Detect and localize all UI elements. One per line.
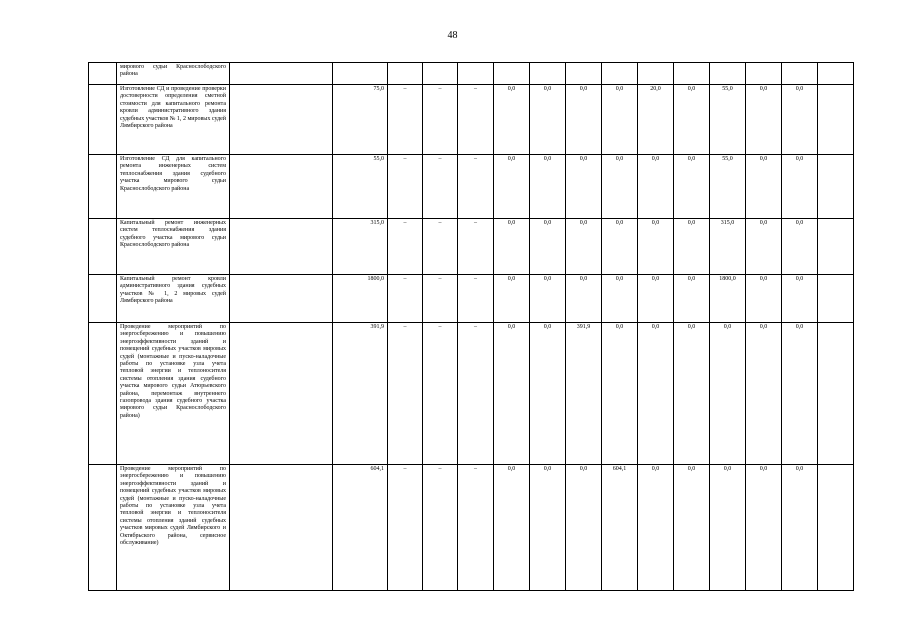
value-cell: – bbox=[458, 465, 494, 591]
empty-cell bbox=[89, 155, 117, 219]
value-cell bbox=[818, 275, 854, 323]
value-cell: 0,0 bbox=[674, 323, 710, 465]
row-description: Проведение мероприятий по энергосбережению и повышению энергоэффективности зданий и помещений судебных участков мировых судей (монтажные и пуско-наладочные работы по установке узла учета тепловой энергии и теплоносителя системы отопления здания судебного участка мирового судьи Атюрьевского района, перемонтаж внутреннего газопровода здания судебного участка мирового судьи Краснослободского района) bbox=[117, 323, 230, 465]
value-cell: – bbox=[423, 219, 458, 275]
value-cell: – bbox=[423, 85, 458, 155]
value-cell: 0,0 bbox=[530, 465, 566, 591]
value-cell: – bbox=[458, 323, 494, 465]
value-cell: – bbox=[423, 275, 458, 323]
empty-cell bbox=[89, 63, 117, 85]
row-description: Капитальный ремонт инженерных систем теплоснабжения здания судебного участка мирового судьи Краснослободского района bbox=[117, 219, 230, 275]
empty-cell bbox=[230, 85, 333, 155]
value-cell bbox=[818, 219, 854, 275]
value-cell: 0,0 bbox=[566, 219, 602, 275]
empty-cell bbox=[89, 465, 117, 591]
value-cell: 0,0 bbox=[602, 219, 638, 275]
value-cell: – bbox=[388, 323, 423, 465]
empty-cell bbox=[230, 275, 333, 323]
value-cell: 0,0 bbox=[602, 155, 638, 219]
table-row bbox=[89, 465, 854, 591]
table-row bbox=[89, 85, 854, 155]
value-cell: – bbox=[423, 465, 458, 591]
table-row bbox=[89, 155, 854, 219]
value-cell bbox=[674, 63, 710, 85]
value-cell: 0,0 bbox=[746, 219, 782, 275]
value-cell: 0,0 bbox=[746, 85, 782, 155]
value-cell: 0,0 bbox=[494, 85, 530, 155]
value-cell: 0,0 bbox=[530, 85, 566, 155]
value-cell: 0,0 bbox=[494, 465, 530, 591]
value-cell: – bbox=[388, 219, 423, 275]
empty-cell bbox=[89, 219, 117, 275]
value-cell: 55,0 bbox=[710, 85, 746, 155]
value-cell: 0,0 bbox=[782, 465, 818, 591]
empty-cell bbox=[230, 155, 333, 219]
value-cell bbox=[818, 465, 854, 591]
row-total-value: 391,9 bbox=[333, 323, 388, 465]
row-total-value: 55,0 bbox=[333, 155, 388, 219]
value-cell: 0,0 bbox=[674, 155, 710, 219]
empty-cell bbox=[89, 85, 117, 155]
row-total-value: 1800,0 bbox=[333, 275, 388, 323]
value-cell: 0,0 bbox=[566, 155, 602, 219]
value-cell: – bbox=[458, 275, 494, 323]
row-description: Капитальный ремонт кровли административного здания судебных участков № 1, 2 мировых судей Лямбирского района bbox=[117, 275, 230, 323]
value-cell: 55,0 bbox=[710, 155, 746, 219]
value-cell bbox=[818, 323, 854, 465]
empty-cell bbox=[89, 323, 117, 465]
value-cell: 0,0 bbox=[602, 323, 638, 465]
value-cell bbox=[638, 63, 674, 85]
value-cell bbox=[566, 63, 602, 85]
empty-cell bbox=[230, 323, 333, 465]
value-cell: 0,0 bbox=[782, 85, 818, 155]
value-cell: 0,0 bbox=[494, 219, 530, 275]
empty-cell bbox=[230, 465, 333, 591]
value-cell bbox=[746, 63, 782, 85]
value-cell: – bbox=[423, 323, 458, 465]
table-body bbox=[89, 63, 854, 591]
value-cell: 0,0 bbox=[746, 465, 782, 591]
empty-cell bbox=[230, 63, 333, 85]
value-cell: 0,0 bbox=[530, 323, 566, 465]
value-cell: 0,0 bbox=[710, 465, 746, 591]
value-cell: – bbox=[458, 155, 494, 219]
value-cell bbox=[818, 85, 854, 155]
value-cell: 0,0 bbox=[638, 155, 674, 219]
value-cell bbox=[530, 63, 566, 85]
row-total-value bbox=[333, 63, 388, 85]
value-cell: – bbox=[388, 275, 423, 323]
value-cell bbox=[602, 63, 638, 85]
value-cell: 0,0 bbox=[746, 155, 782, 219]
value-cell: 0,0 bbox=[566, 85, 602, 155]
value-cell: 0,0 bbox=[674, 219, 710, 275]
value-cell: 1800,0 bbox=[710, 275, 746, 323]
value-cell: 0,0 bbox=[782, 155, 818, 219]
value-cell bbox=[494, 63, 530, 85]
value-cell: 0,0 bbox=[746, 323, 782, 465]
value-cell: – bbox=[388, 155, 423, 219]
value-cell: 315,0 bbox=[710, 219, 746, 275]
value-cell bbox=[818, 63, 854, 85]
value-cell: – bbox=[423, 155, 458, 219]
value-cell: 0,0 bbox=[566, 275, 602, 323]
value-cell: 604,1 bbox=[602, 465, 638, 591]
value-cell: 0,0 bbox=[638, 219, 674, 275]
table-row bbox=[89, 275, 854, 323]
value-cell: 0,0 bbox=[782, 219, 818, 275]
value-cell: – bbox=[458, 85, 494, 155]
value-cell: – bbox=[458, 219, 494, 275]
value-cell: 0,0 bbox=[530, 155, 566, 219]
value-cell: 0,0 bbox=[530, 275, 566, 323]
value-cell: 0,0 bbox=[638, 323, 674, 465]
row-total-value: 75,0 bbox=[333, 85, 388, 155]
value-cell: 20,0 bbox=[638, 85, 674, 155]
value-cell: 0,0 bbox=[494, 323, 530, 465]
value-cell: – bbox=[388, 85, 423, 155]
value-cell: 0,0 bbox=[674, 465, 710, 591]
value-cell: 391,9 bbox=[566, 323, 602, 465]
empty-cell bbox=[230, 219, 333, 275]
value-cell bbox=[818, 155, 854, 219]
budget-table bbox=[88, 62, 854, 591]
row-total-value: 604,1 bbox=[333, 465, 388, 591]
page-number: 48 bbox=[447, 30, 458, 41]
value-cell: 0,0 bbox=[638, 275, 674, 323]
value-cell: 0,0 bbox=[782, 275, 818, 323]
value-cell: 0,0 bbox=[746, 275, 782, 323]
value-cell: 0,0 bbox=[602, 275, 638, 323]
value-cell bbox=[782, 63, 818, 85]
value-cell: 0,0 bbox=[530, 219, 566, 275]
row-description: мирового судьи Краснослободского района bbox=[117, 63, 230, 85]
table-row bbox=[89, 219, 854, 275]
row-total-value: 315,0 bbox=[333, 219, 388, 275]
row-description: Изготовление СД и проведение проверки достоверности определения сметной стоимости для капитального ремонта кровли административного здания судебных участков № 1, 2 мировых судей Лямбирского района bbox=[117, 85, 230, 155]
value-cell: – bbox=[388, 465, 423, 591]
row-description: Изготовление СД для капитального ремонта инженерных систем теплоснабжения здания судебного участка мирового судьи Краснослободского района bbox=[117, 155, 230, 219]
row-description: Проведение мероприятий по энергосбережению и повышению энергоэффективности зданий и помещений судебных участков мировых судей (монтажные и пуско-наладочные работы по установке узла учета тепловой энергии и теплоносителя системы отопления зданий судебных участков мировых судей Лямбирского и Октябрьского района, сервисное обслуживание) bbox=[117, 465, 230, 591]
empty-cell bbox=[89, 275, 117, 323]
value-cell: 0,0 bbox=[494, 275, 530, 323]
value-cell: 0,0 bbox=[674, 85, 710, 155]
value-cell bbox=[423, 63, 458, 85]
table-row bbox=[89, 63, 854, 85]
value-cell: 0,0 bbox=[674, 275, 710, 323]
value-cell: 0,0 bbox=[782, 323, 818, 465]
value-cell: 0,0 bbox=[602, 85, 638, 155]
value-cell: 0,0 bbox=[710, 323, 746, 465]
value-cell bbox=[458, 63, 494, 85]
value-cell bbox=[388, 63, 423, 85]
table-row bbox=[89, 323, 854, 465]
value-cell bbox=[710, 63, 746, 85]
value-cell: 0,0 bbox=[638, 465, 674, 591]
value-cell: 0,0 bbox=[566, 465, 602, 591]
value-cell: 0,0 bbox=[494, 155, 530, 219]
